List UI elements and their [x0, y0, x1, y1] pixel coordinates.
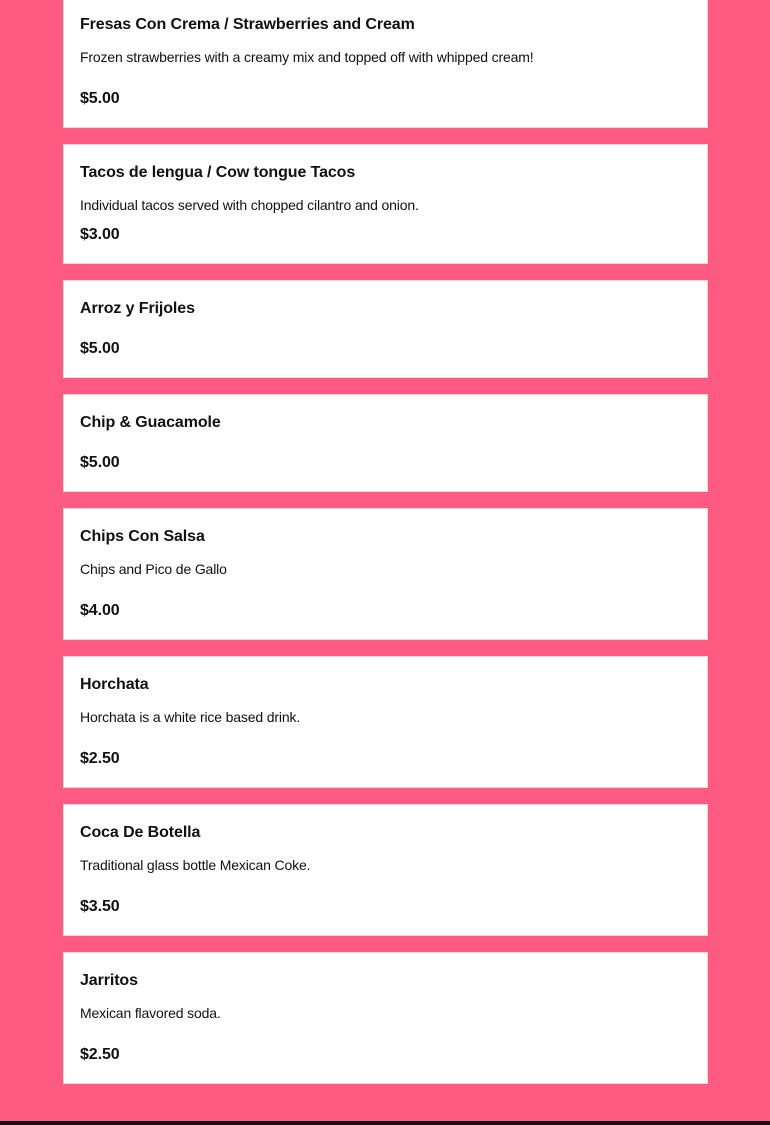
menu-item-price: $3.50 [80, 898, 120, 915]
menu-item-title: Chip & Guacamole [80, 414, 221, 431]
menu-item-arroz-y-frijoles[interactable] [63, 280, 708, 378]
menu-item-title: Horchata [80, 676, 149, 693]
menu-item-price: $3.00 [80, 226, 120, 243]
menu-item-description: Mexican flavored soda. [80, 1005, 221, 1021]
menu-item-description: Horchata is a white rice based drink. [80, 709, 301, 725]
menu-item-price: $2.50 [80, 1046, 120, 1063]
menu-item-price: $2.50 [80, 750, 120, 767]
menu-item-title: Arroz y Frijoles [80, 300, 195, 317]
menu-item-price: $5.00 [80, 340, 120, 357]
menu-item-chips-con-salsa[interactable] [63, 508, 708, 640]
menu-item-description: Chips and Pico de Gallo [80, 561, 227, 577]
menu-item-title: Coca De Botella [80, 824, 201, 841]
menu-item-horchata[interactable] [63, 656, 708, 788]
menu-item-description: Traditional glass bottle Mexican Coke. [80, 857, 311, 873]
menu-item-title: Jarritos [80, 972, 138, 989]
menu-item-jarritos[interactable] [63, 952, 708, 1084]
menu-item-chip-and-guacamole[interactable] [63, 394, 708, 492]
menu-item-fresas-con-crema[interactable] [63, 0, 708, 128]
menu-item-price: $5.00 [80, 454, 120, 471]
menu-item-title: Tacos de lengua / Cow tongue Tacos [80, 164, 356, 181]
bottom-bar [0, 1121, 770, 1125]
menu-item-description: Frozen strawberries with a creamy mix and topped off with whipped cream! [80, 49, 534, 65]
menu-item-tacos-de-lengua[interactable] [63, 144, 708, 264]
menu-item-title: Chips Con Salsa [80, 528, 205, 545]
menu-item-description: Individual tacos served with chopped cilantro and onion. [80, 197, 419, 213]
menu-item-price: $5.00 [80, 90, 120, 107]
menu-item-title: Fresas Con Crema / Strawberries and Cream [80, 16, 415, 33]
menu-item-coca-de-botella[interactable] [63, 804, 708, 936]
menu-item-price: $4.00 [80, 602, 120, 619]
